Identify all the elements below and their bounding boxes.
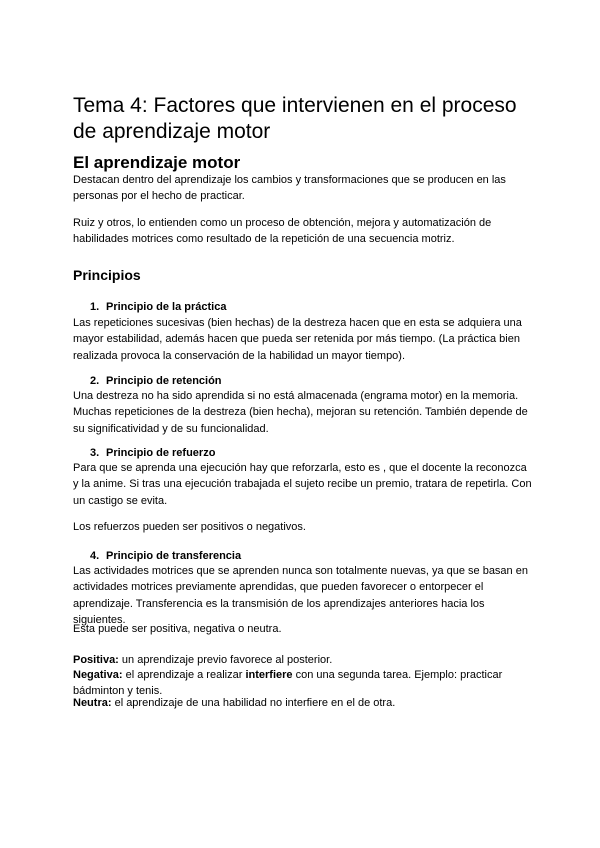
- principle-1-title-text: Principio de la práctica: [106, 301, 227, 313]
- tipo-positiva-text: un aprendizaje previo favorece al posterior.: [118, 654, 333, 666]
- tipo-negativa-bold: interfiere: [245, 669, 293, 681]
- principle-1-title: [73, 300, 550, 314]
- tipo-positiva: [73, 652, 533, 668]
- section-paragraph-2: Ruiz y otros, lo entienden como un proceso de obtención, mejora y automatización de habilidades motrices como resultado de la repetición de una secuencia motriz.: [73, 217, 492, 246]
- principle-4-extra: Esta puede ser positiva, negativa o neutra.: [73, 623, 282, 635]
- principle-2-text: Una destreza no ha sido aprendida si no está almacenada (engrama motor) en la memoria. Muchas repeticiones de la destreza (bien hecha), mejoran su retención. También depende de su significatividad y de su funcionalidad.: [73, 390, 528, 435]
- tipo-positiva-label: Positiva:: [73, 654, 119, 666]
- tipo-negativa-text-2: con una segunda tarea. Ejemplo: practicar bádminton y tenis.: [73, 669, 503, 698]
- page-title: Tema 4: Factores que intervienen en el proceso de aprendizaje motor: [73, 94, 517, 143]
- principle-3-title: [73, 446, 550, 460]
- principle-1-number: 1.: [90, 301, 100, 313]
- section-paragraph-1: Destacan dentro del aprendizaje los cambios y transformaciones que se producen en las personas por el hecho de practicar.: [73, 174, 506, 203]
- principle-3-extra: Los refuerzos pueden ser positivos o negativos.: [73, 521, 306, 533]
- principle-3-text: Para que se aprenda una ejecución hay que reforzarla, esto es , que el docente la reconozca y la anime. Si tras una ejecución trabajada el sujeto recibe un premio, tratara de repetirla. Con un castigo se evita.: [73, 462, 532, 507]
- principle-4-number: 4.: [90, 550, 100, 562]
- principle-2-title: [73, 374, 550, 388]
- principle-4-title: [73, 549, 550, 563]
- section-heading: El aprendizaje motor: [73, 153, 241, 172]
- tipo-negativa-label: Negativa:: [73, 669, 123, 681]
- principle-3-number: 3.: [90, 447, 100, 459]
- principle-2-number: 2.: [90, 375, 100, 387]
- tipo-negativa-text-1: el aprendizaje a realizar: [122, 669, 246, 681]
- principle-3-title-text: Principio de refuerzo: [106, 447, 216, 459]
- tipo-neutra: [73, 695, 533, 711]
- principle-2-title-text: Principio de retención: [106, 375, 222, 387]
- tipo-neutra-text: el aprendizaje de una habilidad no interfiere en el de otra.: [111, 697, 396, 709]
- principle-1-text: Las repeticiones sucesivas (bien hechas) de la destreza hacen que en esta se adquiera una mayor estabilidad, además hacen que pueda ser retenida por más tiempo. (La práctica bien realizada provoca la conservación de la habilidad un mayor tiempo).: [73, 317, 522, 362]
- principle-4-text: Las actividades motrices que se aprenden nunca son totalmente nuevas, ya que se basan en actividades motrices previamente aprendidas, que pueden favorecer o entorpecer el aprendizaje. Transferencia es la transmisión de los aprendizajes anteriores hacia los siguientes.: [73, 565, 528, 627]
- principios-heading: Principios: [73, 267, 141, 283]
- principle-4-title-text: Principio de transferencia: [106, 550, 242, 562]
- tipo-neutra-label: Neutra:: [73, 697, 112, 709]
